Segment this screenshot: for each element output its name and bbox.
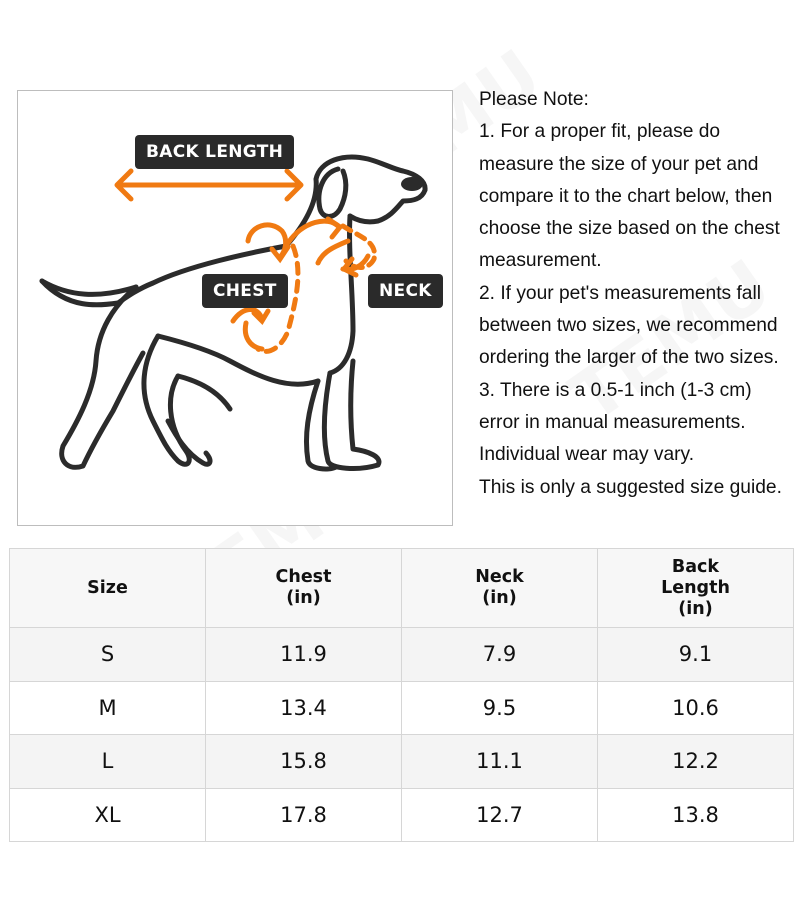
sizing-note (479, 84, 800, 504)
cell-chest: 13.4 (206, 681, 402, 735)
back-length-label: BACK LENGTH (135, 135, 294, 169)
cell-back-length: 12.2 (598, 735, 794, 789)
dashed-loop-icon (288, 219, 375, 275)
cell-chest: 17.8 (206, 788, 402, 842)
cell-neck: 9.5 (402, 681, 598, 735)
note-line: 1. For a proper fit, please do (479, 121, 721, 143)
note-line: measurement. (479, 250, 602, 272)
cell-back-length: 9.1 (598, 628, 794, 682)
cell-back-length: 13.8 (598, 788, 794, 842)
double-arrow-icon (117, 171, 301, 199)
note-line: 2. If your pet's measurements fall (479, 282, 762, 304)
note-line: 3. There is a 0.5-1 inch (1-3 cm) (479, 379, 752, 401)
cell-size: S (10, 628, 206, 682)
cell-back-length: 10.6 (598, 681, 794, 735)
cell-size: L (10, 735, 206, 789)
note-line: This is only a suggested size guide. (479, 476, 782, 498)
cell-chest: 11.9 (206, 628, 402, 682)
table-row (10, 735, 794, 789)
note-line: Individual wear may vary. (479, 444, 695, 466)
header-chest: Chest (in) (206, 549, 402, 628)
header-neck: Neck (in) (402, 549, 598, 628)
note-line: choose the size based on the chest (479, 218, 780, 240)
cell-neck: 11.1 (402, 735, 598, 789)
table-header-row (10, 549, 794, 628)
table-row (10, 681, 794, 735)
table-row (10, 788, 794, 842)
cell-chest: 15.8 (206, 735, 402, 789)
note-line: error in manual measurements. (479, 411, 746, 433)
note-line: compare it to the chart below, then (479, 185, 773, 207)
note-line: between two sizes, we recommend (479, 315, 778, 337)
cell-size: M (10, 681, 206, 735)
cell-neck: 7.9 (402, 628, 598, 682)
dog-measurement-diagram (17, 90, 453, 526)
note-line: measure the size of your pet and (479, 153, 759, 175)
cell-size: XL (10, 788, 206, 842)
table-row (10, 628, 794, 682)
chest-label: CHEST (202, 274, 288, 308)
note-line: ordering the larger of the two sizes. (479, 347, 779, 369)
neck-label: NECK (368, 274, 443, 308)
header-back-length: Back Length (in) (598, 549, 794, 628)
header-size: Size (10, 549, 206, 628)
size-chart-table (9, 548, 794, 842)
cell-neck: 12.7 (402, 788, 598, 842)
note-heading: Please Note: (479, 89, 589, 110)
